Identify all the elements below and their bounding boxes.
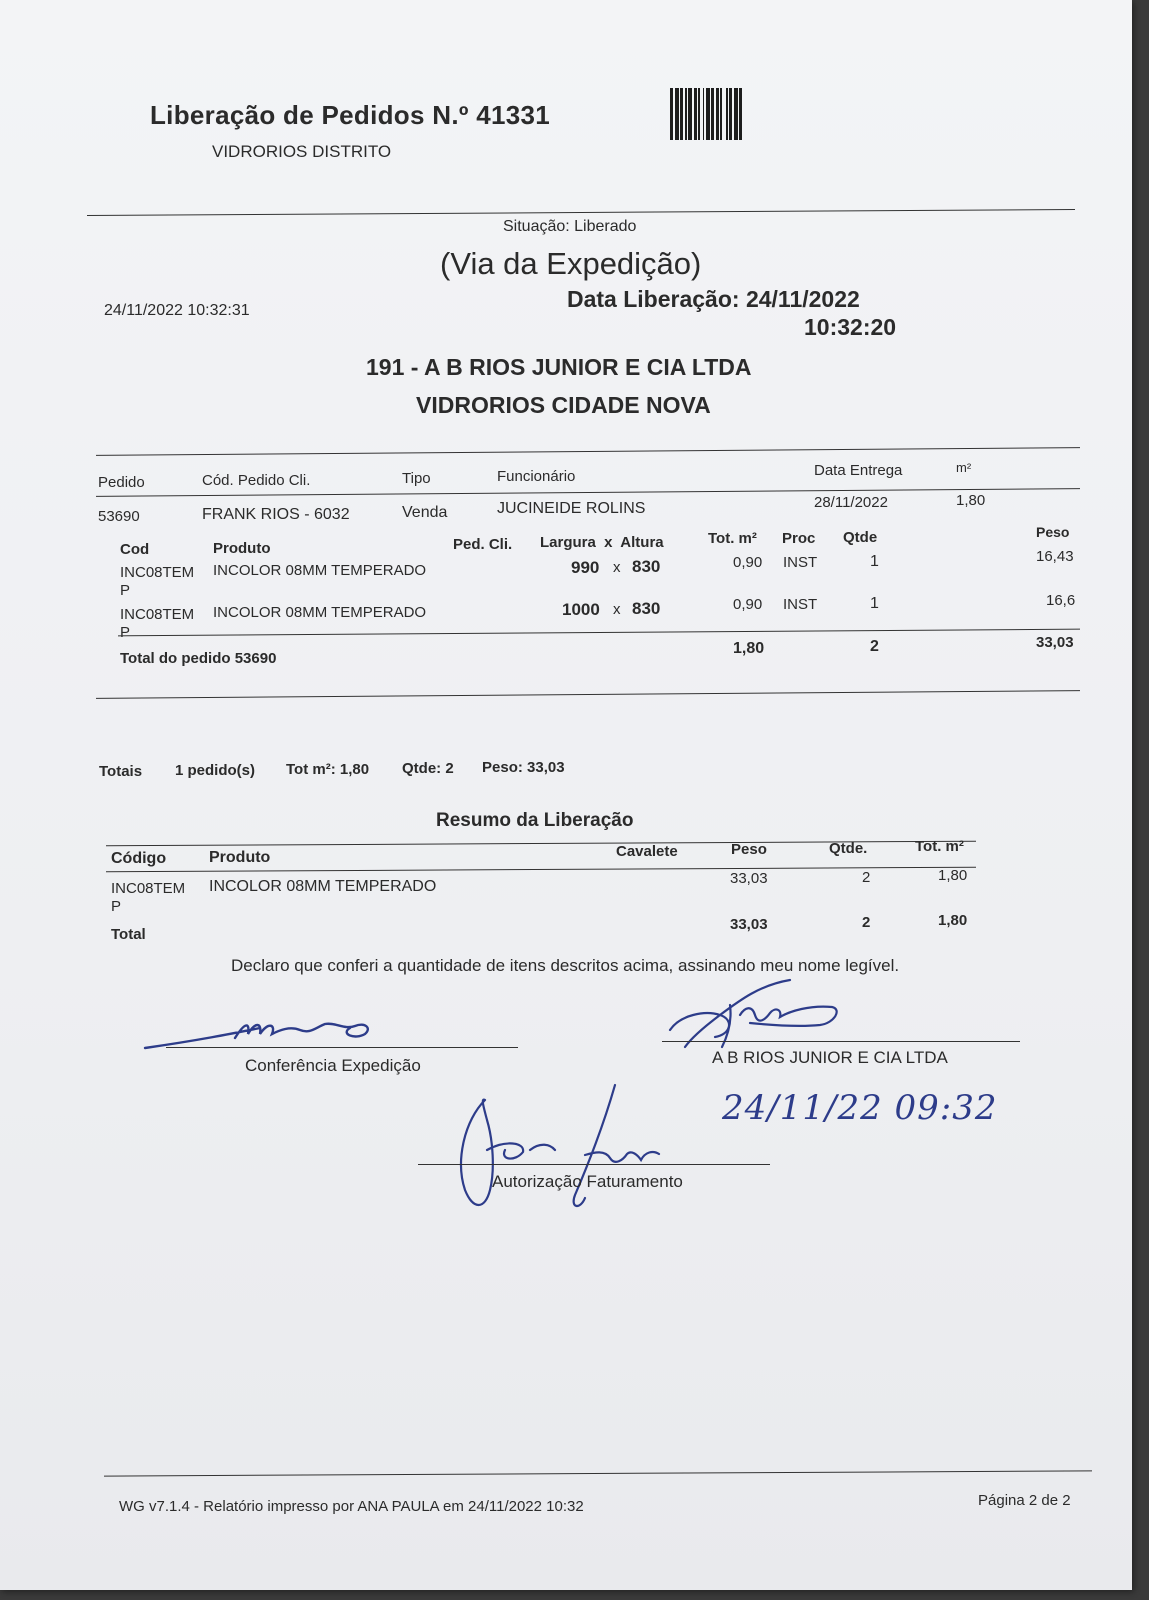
resumo-col-qtde: Qtde. <box>829 840 868 857</box>
header-divider <box>87 209 1075 216</box>
barcode <box>670 88 846 140</box>
resumo-peso: 33,03 <box>730 870 768 887</box>
order-funcionario: JUCINEIDE ROLINS <box>497 500 646 517</box>
col-header-cod-pedido-cli: Cód. Pedido Cli. <box>202 472 311 489</box>
item-col-tot-m2: Tot. m² <box>708 530 757 547</box>
order-tipo: Venda <box>402 504 448 521</box>
item-col-ped-cli: Ped. Cli. <box>453 536 513 553</box>
item-altura: 830 <box>632 599 661 618</box>
order-header-rule <box>96 488 1080 497</box>
totais-peso: Peso: 33,03 <box>482 759 565 776</box>
item-x: x <box>613 601 621 618</box>
order-total-peso: 33,03 <box>1036 634 1074 651</box>
item-qtde: 1 <box>870 553 879 570</box>
resumo-total-qtde: 2 <box>862 914 871 931</box>
resumo-total-peso: 33,03 <box>730 916 768 933</box>
client-name: 191 - A B RIOS JUNIOR E CIA LTDA <box>366 354 752 380</box>
autorizacao-label: Autorização Faturamento <box>492 1172 683 1191</box>
resumo-cod: INC08TEM <box>111 880 186 897</box>
order-cod-pedido-cli: FRANK RIOS - 6032 <box>202 506 350 523</box>
order-total-qtde: 2 <box>870 638 879 655</box>
footer-printed-by: WG v7.1.4 - Relatório impresso por ANA PAULA em 24/11/2022 10:32 <box>119 1498 584 1515</box>
resumo-total-label: Total <box>111 926 146 943</box>
resumo-col-peso: Peso <box>731 841 767 858</box>
release-time: 10:32:20 <box>804 314 897 340</box>
totais-m2: Tot m²: 1,80 <box>286 761 370 778</box>
item-qtde: 1 <box>870 595 879 612</box>
item-cod-cont: P <box>120 624 131 641</box>
signature-autorizacao <box>445 1080 705 1230</box>
document-title: Liberação de Pedidos N.º 41331 <box>150 100 550 130</box>
item-largura: 1000 <box>562 600 600 619</box>
item-cod: INC08TEM <box>120 564 195 581</box>
footer-page-number: Página 2 de 2 <box>978 1492 1071 1509</box>
client-branch: VIDRORIOS CIDADE NOVA <box>416 392 711 418</box>
resumo-tot-m2: 1,80 <box>938 867 968 884</box>
footer-rule <box>104 1470 1092 1476</box>
print-datetime: 24/11/2022 10:32:31 <box>104 302 250 319</box>
handwritten-datetime: 24/11/22 09:32 <box>722 1088 998 1128</box>
item-col-cod: Cod <box>120 541 150 558</box>
item-peso: 16,43 <box>1036 548 1074 565</box>
client-signature-label: A B RIOS JUNIOR E CIA LTDA <box>712 1048 948 1067</box>
item-cod-cont: P <box>120 582 131 599</box>
conferencia-signature-line <box>166 1047 518 1048</box>
autorizacao-signature-line <box>418 1164 770 1165</box>
resumo-qtde: 2 <box>862 869 871 886</box>
item-col-produto: Produto <box>213 540 271 557</box>
item-proc: INST <box>783 596 818 613</box>
item-proc: INST <box>783 554 818 571</box>
client-signature-line <box>662 1041 1020 1042</box>
resumo-title: Resumo da Liberação <box>436 810 634 831</box>
item-produto: INCOLOR 08MM TEMPERADO <box>213 604 427 621</box>
item-largura: 990 <box>571 558 600 577</box>
resumo-header-rule <box>106 867 976 873</box>
order-total-m2: 1,80 <box>733 640 765 657</box>
item-col-largura-altura: Largura x Altura <box>540 534 664 551</box>
order-total-label: Total do pedido 53690 <box>120 650 277 667</box>
resumo-produto: INCOLOR 08MM TEMPERADO <box>209 878 437 895</box>
signature-conferencia <box>140 1000 400 1060</box>
declaration-text: Declaro que conferi a quantidade de itens descritos acima, assinando meu nome legível. <box>231 956 900 975</box>
item-col-proc: Proc <box>782 530 816 547</box>
item-altura: 830 <box>632 557 661 576</box>
item-produto: INCOLOR 08MM TEMPERADO <box>213 562 427 579</box>
resumo-col-tot-m2: Tot. m² <box>915 838 964 855</box>
resumo-col-codigo: Código <box>111 850 167 867</box>
col-header-tipo: Tipo <box>402 470 431 487</box>
barcode-bar <box>742 88 744 140</box>
item-col-qtde: Qtde <box>843 529 878 546</box>
order-pedido: 53690 <box>98 508 140 525</box>
release-date: Data Liberação: 24/11/2022 <box>567 286 860 312</box>
status-text: Situação: Liberado <box>503 218 637 235</box>
item-tot-m2: 0,90 <box>733 554 763 571</box>
col-header-pedido: Pedido <box>98 474 145 491</box>
company-name: VIDRORIOS DISTRITO <box>212 142 392 161</box>
order-data-entrega: 28/11/2022 <box>814 494 888 511</box>
totais-label: Totais <box>99 763 143 780</box>
col-header-data-entrega: Data Entrega <box>814 462 903 479</box>
item-peso: 16,6 <box>1046 592 1076 609</box>
col-header-m2: m² <box>956 460 972 475</box>
col-header-funcionario: Funcionário <box>497 468 576 485</box>
item-x: x <box>613 559 621 576</box>
order-table-bottom-rule <box>96 690 1080 699</box>
item-col-peso: Peso <box>1036 524 1070 540</box>
order-m2: 1,80 <box>956 492 986 509</box>
item-tot-m2: 0,90 <box>733 596 763 613</box>
item-cod: INC08TEM <box>120 606 195 623</box>
order-table-top-rule <box>96 447 1080 456</box>
totais-qtde: Qtde: 2 <box>402 760 454 777</box>
resumo-col-cavalete: Cavalete <box>616 843 678 860</box>
resumo-col-produto: Produto <box>209 849 271 866</box>
order-total-rule <box>118 629 1080 637</box>
resumo-total-tot-m2: 1,80 <box>938 912 968 929</box>
conferencia-label: Conferência Expedição <box>245 1056 421 1075</box>
totais-pedidos: 1 pedido(s) <box>175 762 256 779</box>
resumo-cod-cont: P <box>111 898 122 915</box>
copy-type: (Via da Expedição) <box>440 246 702 281</box>
